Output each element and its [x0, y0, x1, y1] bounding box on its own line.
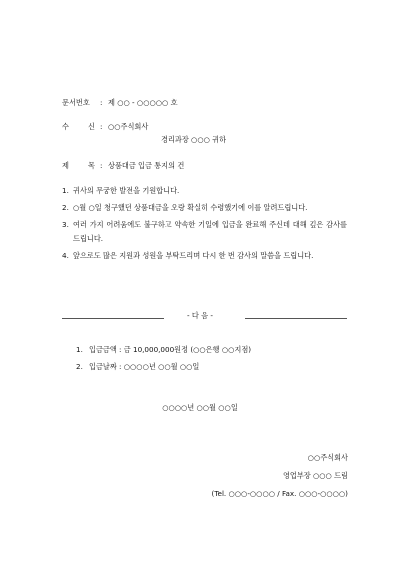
- doc-number-value: 제 ○○ - ○○○○○ 호: [108, 97, 178, 107]
- document-date: ○○○○년 ○○월 ○○일: [162, 403, 238, 412]
- sender-contact: (Tel. ○○○-○○○○ / Fax. ○○○-○○○○): [211, 489, 348, 498]
- body-item-text: 앞으로도 많은 지원과 성원을 부탁드리며 다시 한 번 감사의 말씀을 드립니다.: [73, 251, 314, 260]
- signature-block: [212, 451, 348, 505]
- body-item: [62, 201, 347, 215]
- recipient-value: ○○주식회사: [108, 121, 149, 131]
- body-item: [62, 184, 347, 198]
- subject-value: 상품대금 입금 통지의 건: [108, 160, 185, 170]
- body-item-number: 2.: [62, 203, 69, 212]
- body-item-number: 3.: [62, 220, 69, 229]
- subject-label: [62, 162, 95, 171]
- recipient-label: [62, 123, 95, 132]
- document-header: [62, 97, 362, 184]
- detail-list: [76, 343, 251, 377]
- detail-item: [76, 343, 251, 357]
- details-heading: - 다 음 -: [187, 311, 213, 320]
- recipient-row: [62, 121, 362, 133]
- divider-line: [245, 318, 347, 319]
- doc-number-label: 문서번호: [62, 97, 90, 107]
- detail-item-text: 입금날짜 : ○○○○년 ○○월 ○○일: [89, 362, 200, 371]
- detail-item: [76, 360, 251, 374]
- body-item-number: 4.: [62, 251, 69, 260]
- body-list: [62, 184, 347, 266]
- body-item-number: 1.: [62, 186, 69, 195]
- sender-name: 영업부장 ○○○ 드림: [282, 471, 348, 480]
- colon: :: [100, 160, 103, 170]
- body-item: [62, 249, 347, 263]
- sender-company: ○○주식회사: [307, 453, 348, 462]
- detail-item-text: 입금금액 : 금 10,000,000원정 (○○은행 ○○지점): [89, 345, 252, 354]
- subject-label-char: 제: [62, 160, 69, 170]
- recipient-label-char: 신: [88, 121, 95, 131]
- subject-label-char: 목: [88, 160, 95, 170]
- body-item-text: 여러 가지 어려움에도 불구하고 약속한 기일에 입금을 완료해 주신데 대해 깊은 감사를 드립니다.: [73, 220, 347, 243]
- recipient-attention: 경리과장 ○○○ 귀하: [161, 135, 227, 144]
- colon: :: [100, 121, 103, 131]
- colon: :: [100, 97, 103, 107]
- recipient-label-char: 수: [62, 121, 69, 131]
- detail-item-number: 1.: [76, 345, 83, 354]
- subject-row: [62, 160, 362, 172]
- body-item-text: 귀사의 무궁한 발전을 기원합니다.: [73, 186, 180, 195]
- body-item-text: ○월 ○일 청구했던 상품대금을 오랑 확실히 수령했기에 이를 알려드립니다.: [73, 203, 308, 212]
- doc-number-row: [62, 97, 362, 109]
- body-item: [62, 218, 347, 246]
- detail-item-number: 2.: [76, 362, 83, 371]
